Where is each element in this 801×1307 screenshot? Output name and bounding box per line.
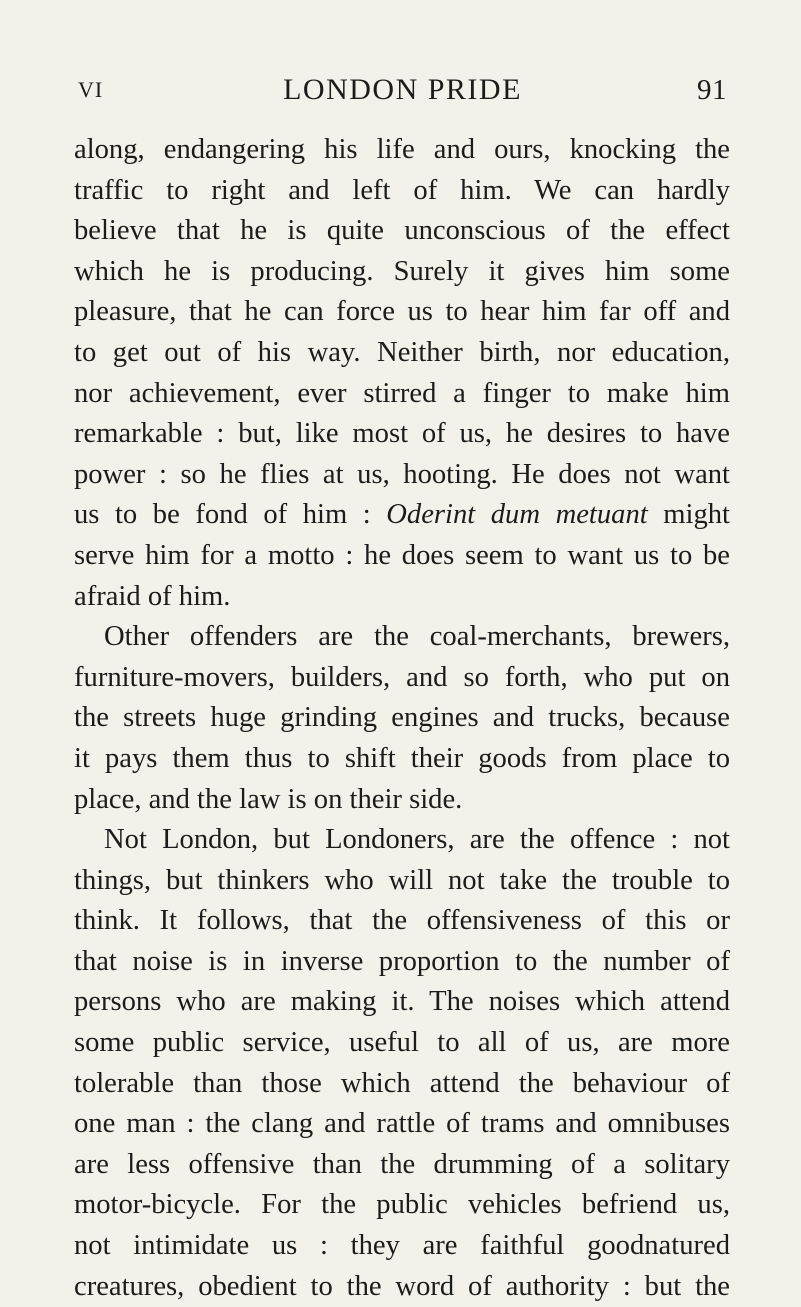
page-number: 91 [697, 74, 727, 106]
running-title: LONDON PRIDE [283, 73, 522, 106]
text-line: things, but thinkers who will not take the trouble to [74, 864, 730, 896]
text-line: along, endangering his life and ours, knocking the [74, 134, 730, 165]
text-line: that noise is in inverse proportion to the number of [74, 945, 730, 977]
text-line: remarkable : but, like most of us, he desires to have [74, 418, 730, 450]
body-text [74, 130, 730, 1307]
text-line: are less offensive than the drumming of a solitary [74, 1148, 730, 1180]
paragraph-3 [74, 820, 730, 1307]
text-line: pleasure, that he can force us to hear him far off and [74, 296, 730, 328]
text-line: one man : the clang and rattle of trams and omnibuses [74, 1108, 730, 1140]
text-line: creatures, obedient to the word of authority : but the [74, 1270, 730, 1302]
text-line: serve him for a motto : he does seem to want us to be [74, 539, 730, 571]
text-line: Not London, but Londoners, are the offence : not [104, 824, 730, 856]
text-line: place, and the law is on their side. [74, 783, 463, 815]
text-line: which he is producing. Surely it gives him some [74, 255, 730, 287]
paragraph-1 [74, 130, 730, 617]
text-line: think. It follows, that the offensiveness of this or [74, 905, 730, 937]
paragraph-2 [74, 617, 730, 820]
running-head [74, 70, 731, 110]
text-line: tolerable than those which attend the behaviour of [74, 1067, 730, 1099]
text-line: Other offenders are the coal-merchants, brewers, [104, 621, 730, 653]
text-line: persons who are making it. The noises which attend [74, 986, 730, 1018]
latin-phrase: Oderint dum metuant [386, 499, 648, 531]
text-line: not intimidate us : they are faithful goodnatured [74, 1230, 730, 1262]
text-line: motor-bicycle. For the public vehicles befriend us, [74, 1189, 730, 1221]
chapter-number: VI [78, 77, 104, 102]
text-line: afraid of him. [74, 580, 231, 612]
text-segment: us to be fond of him : [74, 499, 387, 531]
text-line: some public service, useful to all of us, are more [74, 1027, 730, 1059]
text-segment: might [647, 499, 730, 531]
text-line: power : so he flies at us, hooting. He does not want [74, 458, 730, 490]
text-line: it pays them thus to shift their goods from place to [74, 742, 730, 774]
text-line: believe that he is quite unconscious of the effect [74, 215, 730, 247]
text-line: to get out of his way. Neither birth, nor education, [74, 336, 730, 368]
text-line: traffic to right and left of him. We can hardly [74, 174, 730, 206]
text-line-with-latin [74, 495, 730, 536]
text-line: nor achievement, ever stirred a finger to make him [74, 377, 730, 409]
text-line: the streets huge grinding engines and trucks, because [74, 702, 730, 734]
text-line: furniture-movers, builders, and so forth, who put on [74, 661, 730, 693]
